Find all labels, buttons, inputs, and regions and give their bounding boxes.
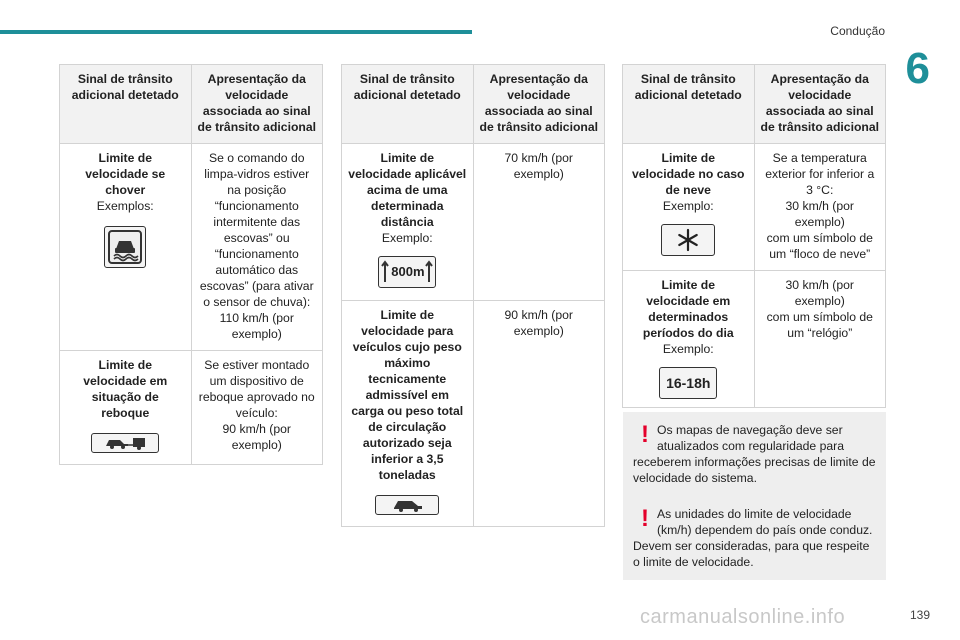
table-header-row — [342, 65, 605, 144]
header-sign: Sinal de trânsito adicional detetado — [60, 65, 192, 144]
note-text: Os mapas de navegação deve ser atualizados com regularidade para receberem informações precisas de limite de velocidade do sistema. — [633, 423, 876, 485]
table-header-row — [623, 65, 886, 144]
sign-cell — [60, 351, 192, 465]
table-column-2 — [341, 64, 605, 527]
header-sign: Sinal de trânsito adicional detetado — [342, 65, 474, 144]
speed-sign-table-1 — [59, 64, 323, 465]
header-accent-bar — [0, 30, 472, 34]
table-row — [342, 144, 605, 301]
sign-cell — [342, 144, 474, 301]
display-description: 70 km/h (por exemplo) — [504, 151, 573, 181]
sign-cell — [60, 144, 192, 351]
section-title: Condução — [830, 24, 885, 38]
header-display: Apresentação da velocidade associada ao sinal de trânsito adicional — [473, 65, 605, 144]
warning-note-navigation — [623, 412, 886, 496]
table-row — [60, 144, 323, 351]
sign-example-label: Exemplo: — [662, 342, 714, 356]
display-description: 90 km/h (por exemplo) — [504, 308, 573, 338]
display-description: Se estiver montado um dispositivo de reboque aprovado no veículo: 90 km/h (por exemplo) — [198, 358, 315, 452]
distance-arrows-icon — [378, 256, 436, 288]
table-column-3 — [622, 64, 886, 408]
sign-title: Limite de velocidade aplicável acima de uma determinada distância — [348, 151, 467, 229]
speed-sign-table-2 — [341, 64, 605, 527]
display-cell — [473, 144, 605, 301]
table-row — [623, 271, 886, 408]
watermark: carmanualsonline.info — [640, 606, 846, 628]
header-display: Apresentação da velocidade associada ao sinal de trânsito adicional — [191, 65, 323, 144]
sign-cell — [623, 144, 755, 271]
snowflake-icon — [661, 224, 715, 256]
car-trailer-icon — [91, 433, 159, 453]
sign-cell — [623, 271, 755, 408]
time-period-sign: 16-18h — [659, 367, 717, 399]
display-description: 30 km/h (por exemplo) com um símbolo de um “relógio” — [766, 278, 873, 340]
warning-icon: ! — [641, 505, 649, 532]
display-cell — [191, 351, 323, 465]
sign-title: Limite de velocidade para veículos cujo peso máximo tecnicamente admissível em carga ou peso total de circulação autorizado seja inferior a 3,5 toneladas — [351, 308, 464, 482]
wet-road-icon — [104, 226, 146, 268]
sign-example-label: Exemplo: — [662, 199, 714, 213]
table-row — [60, 351, 323, 465]
note-text: As unidades do limite de velocidade (km/h) dependem do país onde conduz. Devem ser consideradas, para que respeite o limite de velocidade. — [633, 507, 873, 569]
sign-example-label: Exemplo: — [381, 231, 433, 245]
sign-cell — [342, 301, 474, 527]
display-cell — [191, 144, 323, 351]
warning-icon: ! — [641, 421, 649, 448]
sign-title: Limite de velocidade se chover — [85, 151, 166, 197]
page-number: 139 — [909, 608, 930, 622]
sign-title: Limite de velocidade no caso de neve — [632, 151, 745, 197]
sign-title: Limite de velocidade em situação de reboque — [83, 358, 168, 420]
car-icon — [375, 495, 439, 515]
table-row — [623, 144, 886, 271]
sign-title: Limite de velocidade em determinados períodos do dia — [642, 278, 734, 340]
distance-value: 800m — [391, 264, 425, 279]
speed-sign-table-3 — [622, 64, 886, 408]
header-sign: Sinal de trânsito adicional detetado — [623, 65, 755, 144]
display-cell — [754, 271, 886, 408]
header-display: Apresentação da velocidade associada ao sinal de trânsito adicional — [754, 65, 886, 144]
display-description: Se a temperatura exterior for inferior a 3 °C: 30 km/h (por exemplo) com um símbolo de um “floco de neve” — [765, 151, 875, 261]
display-description: Se o comando do limpa-vidros estiver na posição “funcionamento intermitente das escovas” ou “funcionamento automático das escovas” (para ativar o sensor de chuva): 110 km/h (por exemplo) — [199, 151, 314, 341]
display-cell — [473, 301, 605, 527]
sign-example-label: Exemplos: — [96, 199, 154, 213]
table-row — [342, 301, 605, 527]
chapter-number: 6 — [905, 44, 930, 93]
warning-note-units — [623, 496, 886, 580]
display-cell — [754, 144, 886, 271]
table-header-row — [60, 65, 323, 144]
table-column-1 — [59, 64, 323, 465]
